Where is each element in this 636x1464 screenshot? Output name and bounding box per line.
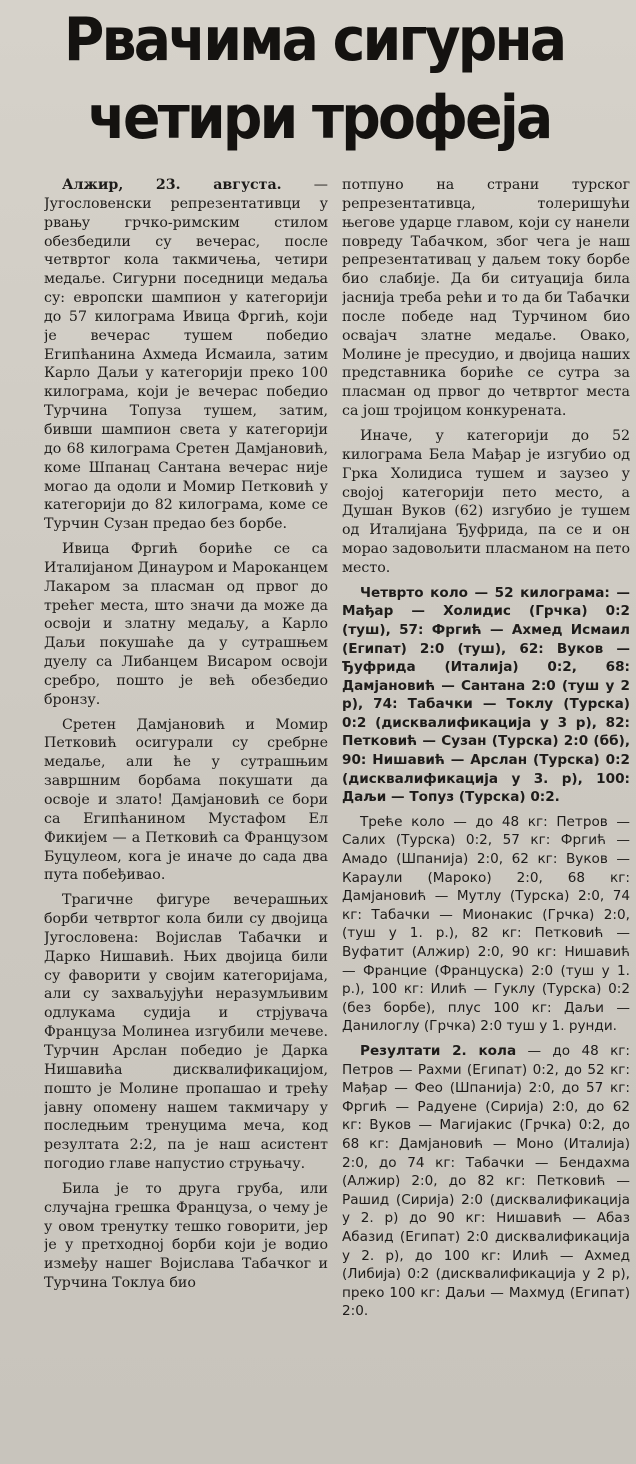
article-paragraph [44,176,328,534]
article-paragraph: Ивица Фргић бориће се са Италијаном Динауром и Мароканцем Лакаром за пласман од првог до трећег места, што значи да може да освоји и златну медаљу, а Карло Даљи покушаће да у сутрашњем дуелу са Либанцем Висаром освоји сребро, пошто је већ обезбедио бронзу. [44,541,328,708]
results-round-3: Треће коло — до 48 кг: Петров — Салих (Турска) 0:2, 57 кг: Фргић — Амадо (Шпанија) 2:0, 62 кг: Вуков — Караули (Мароко) 2:0, 68 кг: Дамјановић — Мутлу (Турска) 2:0, 74 кг: Табачки — Мионакис (Грчка) 2:0, (туш у 1. р.), 82 кг: Петковић — Вуфатит (Алжир) 2:0, 90 кг: Нишавић — Францие (Француска) 2:0 (туш у 1. р.), 100 кг: Илић — Гуклу (Турска) 0:2 (без борбе), плус 100 кг: Даљи — Данилоглу (Грчка) 2:0 туш у 1. рунди. [342,813,630,1035]
results-round-4-text: — Мађар — Холидис (Грчка) 0:2 (туш), 57: Фргић — Ахмед Исмаил (Египат) 2:0 (туш), 62: Вуков — Ђуфрида (Италија) 0:2, 68: Дамјановић — Сантана 2:0 (туш у 2 р), 74: Табачки — Токлу (Турска) 0:2 (дисквалификација у 3 р), 82: Петковић — Сузан (Турска) 2:0 (бб), 90: Нишавић — Арслан (Турска) 0:2 (дисквалификација у 3. р), 100: Даљи — Топуз (Турска) 0:2. [342,584,630,806]
article-paragraph: Иначе, у категорији до 52 килограма Бела Мађар је изгубио од Грка Холидиса тушем и заузео у својој категорији пето место, а Душан Вуков (62) изгубио је тушем од Италијана Ђуфрида, па се и он морао задовољити пласманом на пето место. [342,427,630,576]
paragraph-text: — Југословенски репрезентативци у рвању грчко-римским стилом обезбедили су вечерас, после четвртог кола такмичења, четири медаље. Сигурни поседници медаља су: европски шампион у категорији до 57 килограма Ивица Фргић, који је вечерас тушем победио Египћанина Ахмеда Исмаила, затим Карло Даљи у категорији преко 100 килограма, који је вечерас победио Турчина Топуза тушем, затим, бивши шампион света у категорији до 68 килограма Сретен Дамјановић, коме Шпанац Сантана вечерас није могао да одоли и Момир Петковић у категорији до 82 килограма, коме се Турчин Сузан предао без борбе. [44,177,328,533]
article-column-right [342,176,630,1458]
dateline: Алжир, 23. августа. [62,177,282,193]
headline-line-1: Рвачима сигурна [63,5,565,75]
results-round-4-title: Четврто коло — 52 килограма: [360,584,610,601]
results-round-2 [342,1042,630,1321]
results-round-4 [342,584,630,807]
headline [0,0,636,170]
article-paragraph: Била је то друга груба, или случајна грешка Француза, о чему је у овом тренутку тешко говорити, јер је у претходној борби који је водио између нашег Војислава Табачког и Турчина Токлуа био [44,1180,328,1292]
headline-line-2: четири трофеја [87,83,551,153]
article-paragraph: Сретен Дамјановић и Момир Петковић осигурали су сребрне медаље, али ће у сутрашњим завршним борбама покушати да освоје и злато! Дамјановић се бори са Египћанином Мустафом Ел Фикијем — а Петковић са Французом Буцулеом, кога је иначе до сада два пута побеђивао. [44,716,328,884]
results-round-2-text: — до 48 кг: Петров — Рахми (Египат) 0:2, до 52 кг: Мађар — Фео (Шпанија) 2:0, до 57 кг: Фргић — Радуене (Сирија) 2:0, до 62 кг: Вуков — Магијакис (Грчка) 0:2, до 68 кг: Дамјановић — Моно (Италија) 2:0, до 74 кг: Табачки — Бендахма (Алжир) 2:0, до 82 кг: Петковић — Рашид (Сирија) 2:0 (дисквалификација у 2. р) до 90 кг: Нишавић — Абаз Абазид (Египат) 2:0 дисквалификација у 2. р), до 100 кг: Илић — Ахмед (Либија) 0:2 (дисквалификација у 2 р), преко 100 кг: Даљи — Махмуд (Египат) 2:0. [342,1042,630,1320]
article-column-left [44,176,328,1458]
article-paragraph: Трагичне фигуре вечерашњих борби четвртог кола били су двојица Југословена: Војислав Табачки и Дарко Нишавић. Њих двојица били су фаворити у својим категоријама, али су захваљујући неразумљивим одлукама судија и стрјувача Француза Молинеа изгубили мечеве. Турчин Арслан победио је Дарка Нишавића дисквалификацијом, пошто је Молине пропашао и трећу јавну опомену нашем такмичару у последњим тренуцима меча, код резултата 2:2, па је наш асистент погодио главе напустио струњачу. [44,892,328,1173]
results-round-2-title: Резултати 2. кола [360,1042,517,1059]
article-paragraph: потпуно на страни турског репрезентативца, толеришући његове ударце главом, који су нанели повреду Табачком, због чега је наш репрезентативац у даљем току борбе био слабије. Да би ситуација била јаснија треба рећи и то да би Табачки после победе над Турчином био освајач златне медаље. Овако, Молине је пресудио, и двојица наших представника бориће се сутра за пласман од првог до четвртог места са још тројицом конкурената. [342,177,630,420]
